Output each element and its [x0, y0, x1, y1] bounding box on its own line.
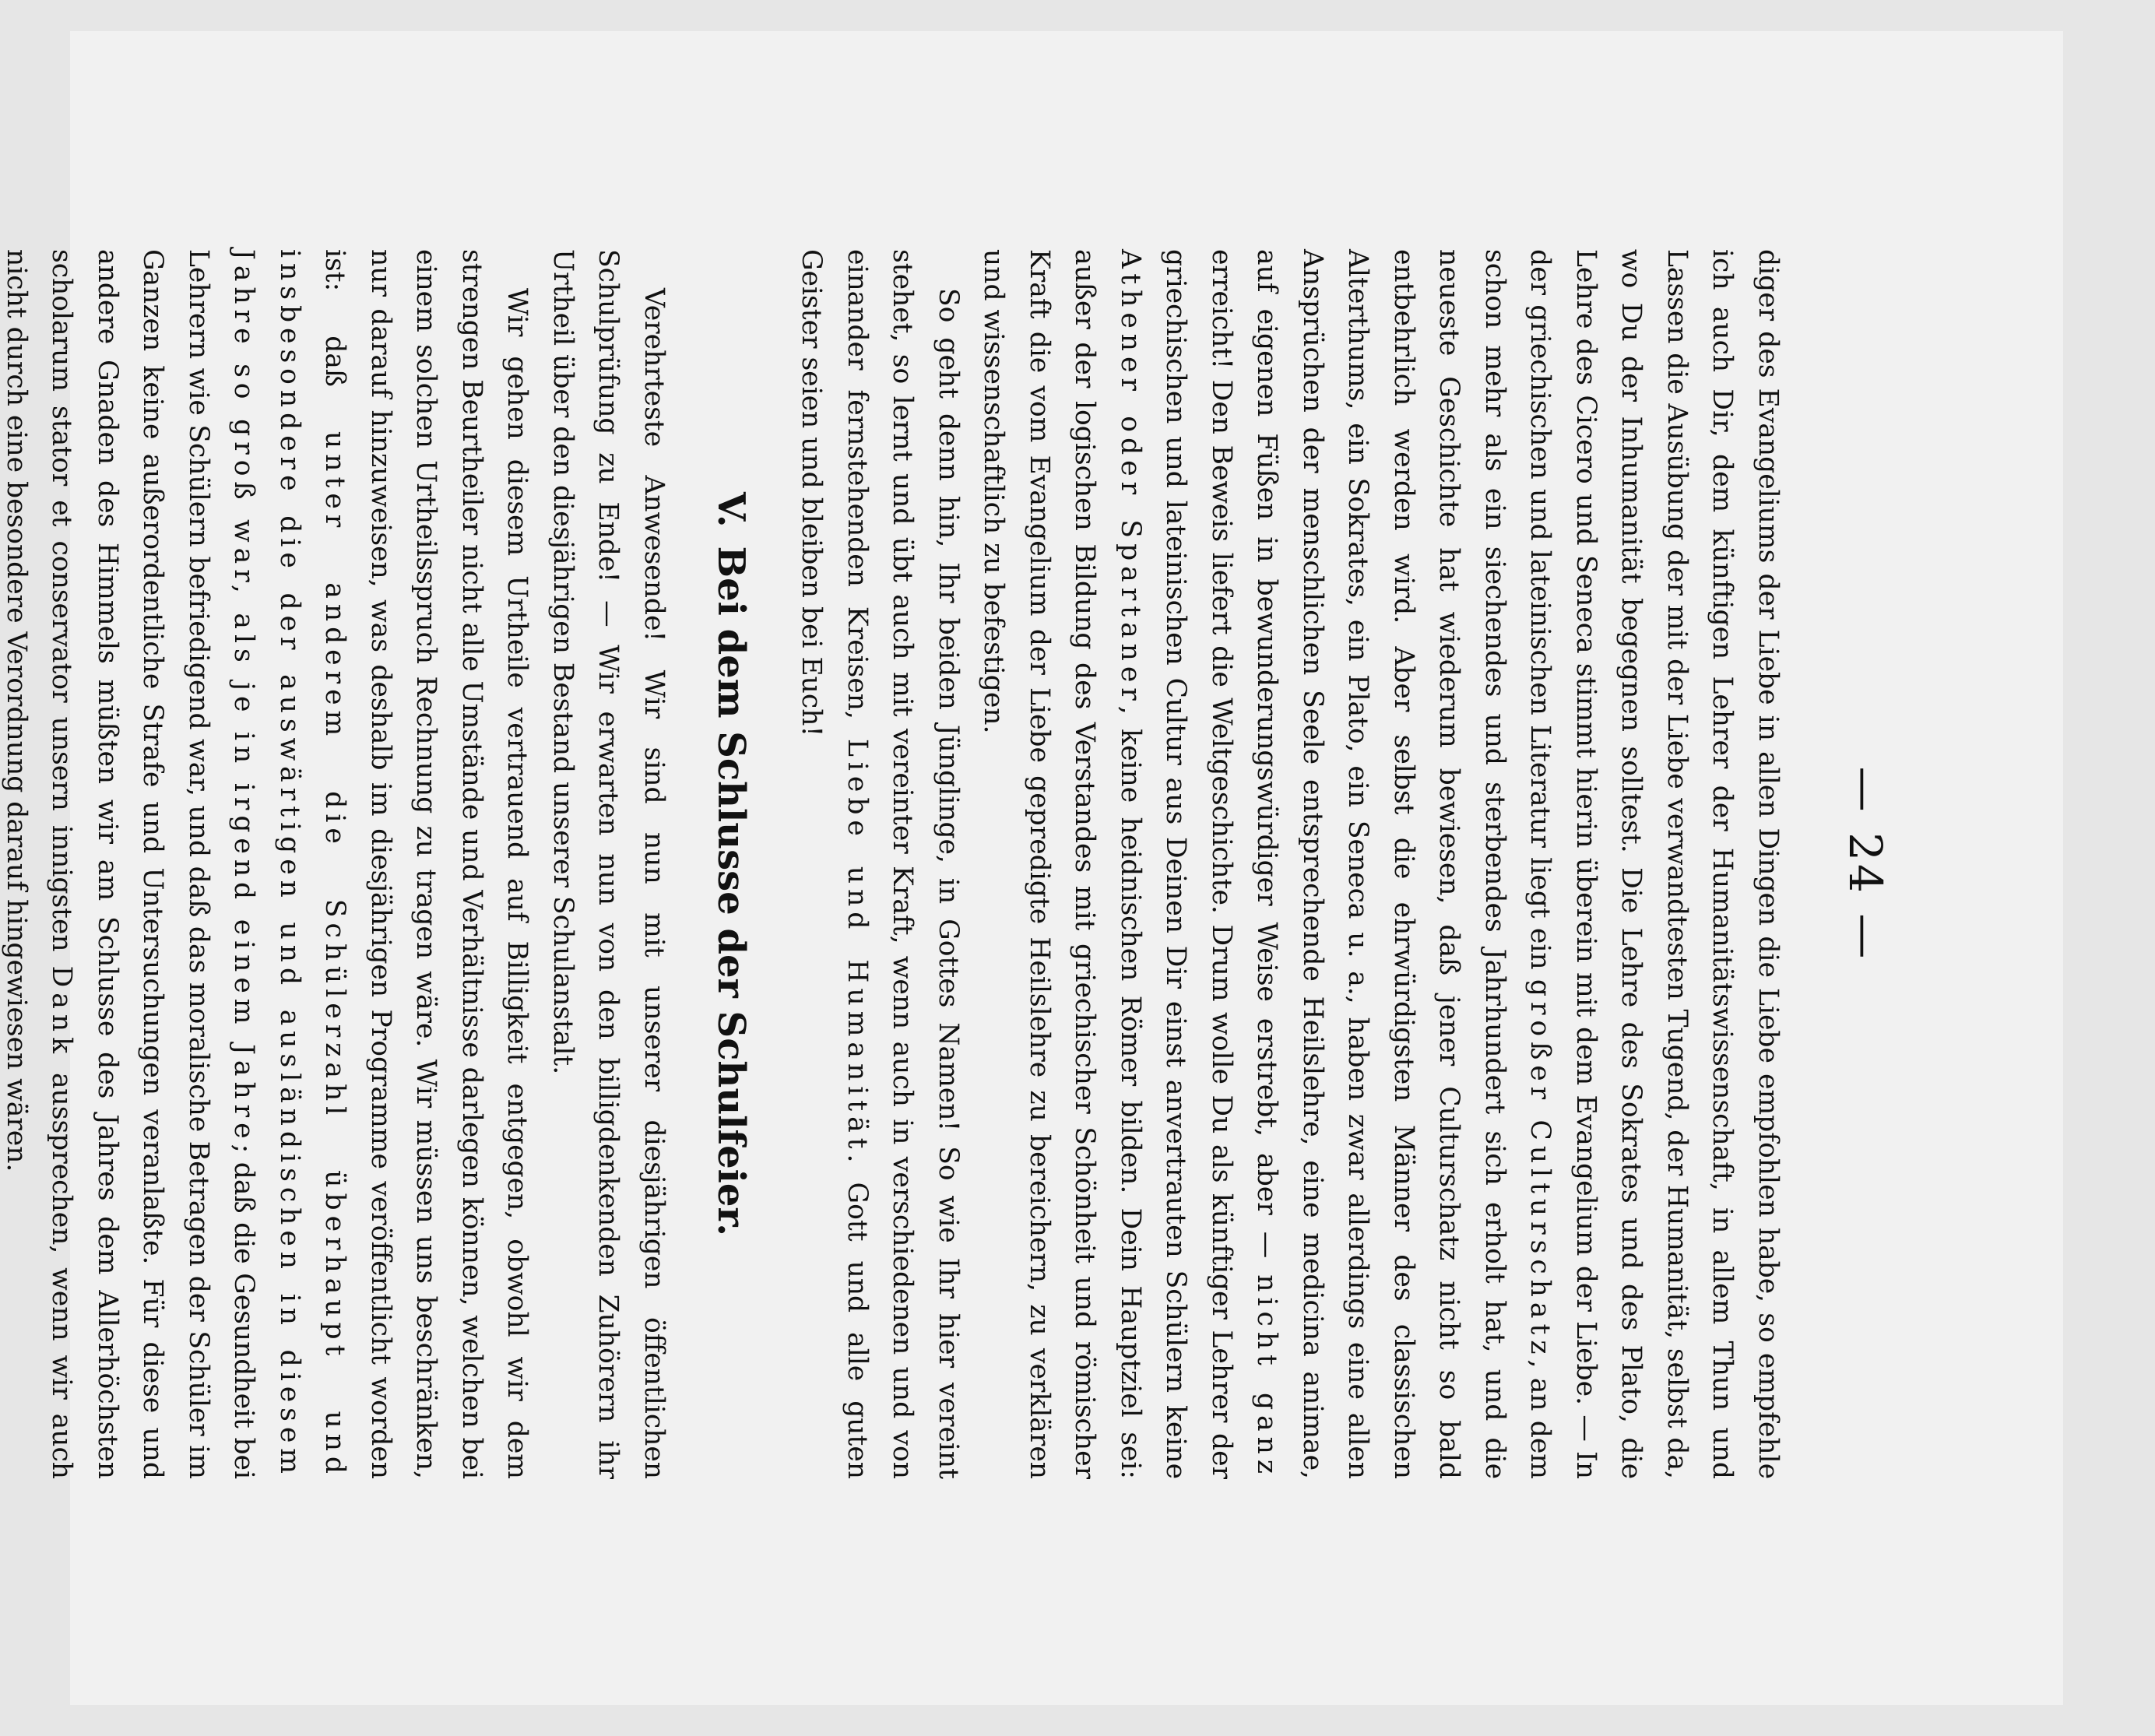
spaced-emphasis: großer Culturschatz — [1524, 979, 1556, 1360]
text-run: erreicht! Den Beweis liefert die Weltgeschichte. Drum wolle Du als künftiger Lehrer der griechischen und lateinischen Cultur aus Deinen Dir einst anvertrauten Schülern keine — [1160, 249, 1237, 1479]
section-heading — [708, 249, 754, 1479]
text-run: So geht denn hin, Ihr beiden Jünglinge, in Gottes Namen! So wie Ihr hier vereint stehet, so lernt und übt auch mit vereinter Kraft, wenn auch in verschiedenen und von einander fernstehenden Kreisen, — [842, 249, 964, 1479]
section-title: Bei dem Schlusse der Schulfeier. — [709, 546, 753, 1236]
text-run: ; daß die Gesundheit bei Lehrern wie Schülern befriedigend war, und daß das moralische Betragen der Schüler im Ganzen keine außerordentliche Strafe und Untersuchungen veranlaßte. Für diese und andere Gnaden des Himmels müßten wir am Schlusse des Jahres dem Allerhöchsten scholarum stator et conservator unsern innigsten — [46, 249, 260, 1480]
paragraph-closing-address: Verehrteste Anwesende! Wir sind nun mit unserer diesjährigen öffentlichen Schulprüfung zu Ende! — Wir erwarten nun von den billigdenkenden Zuhörern ihr Urtheil über den diesjährigen Bestand unserer Schulanstalt. — [547, 249, 670, 1479]
text-run: Wir gehen diesem Urtheile vertrauend auf Billigkeit entgegen, obwohl wir dem strengen Beurtheiler nicht alle Umstände und Verhältnisse darlegen können, welchen bei einem solchen Urtheilsspruch Rechnung zu tragen wäre. Wir müssen uns beschränken, nur darauf hinzuweisen, was deshalb im diesjährigen Programme veröffentlicht worden ist: daß — [319, 249, 533, 1479]
page-number: — 24 — — [1839, 766, 1892, 962]
spaced-emphasis: nicht ganz — [1251, 1274, 1283, 1479]
spaced-emphasis: Dank — [46, 965, 78, 1059]
text-run: aussprechen, wenn wir auch nicht durch eine besondere Verordnung darauf hingewiesen wären. — [1, 249, 78, 1479]
spaced-emphasis: unter anderem die Schülerzahl überhaupt und insbesondere die der auswärtigen und ausländischen in diesem Jahre so groß war, als je in irgend einem Jahre — [228, 249, 351, 1480]
text-run: diger des Evangeliums der Liebe in allen Dingen die Liebe empfohlen habe, so empfehle ich auch Dir, dem künftigen Lehrer der Humanitätswissenschaft, in allem Thun und Lassen die Ausübung der mit der Liebe verwandtesten Tugend, der Humanität, selbst da, wo Du der Inhumanität begegnen solltest. Die Lehre des Sokrates und des Plato, die Lehre des Cicero und Seneca stimmt hierin überein mit dem Evangelium der Liebe. — In der griechischen und lateinischen Literatur liegt ein — [1524, 249, 1784, 1479]
paragraph-blessing — [789, 249, 971, 1479]
text-run: . Gott und alle guten Geister seien und bleiben bei Euch! — [796, 249, 873, 1480]
section-number: V. — [709, 491, 753, 528]
page-body — [1, 249, 1791, 1480]
text-run: , an dem schon mehr als ein siechendes und sterbendes Jahrhundert sich erholt hat, und die neueste Geschichte hat wiederum bewiesen, daß jener Culturschatz nicht so bald entbehrlich werden wird. Aber selbst die ehrwürdigsten Männer des classischen Alterthums, ein Sokrates, ein Plato, ein Seneca u. a., haben zwar allerdings eine allen Ansprüchen der menschlichen Seele entsprechende Heilslehre, eine medicina animae, auf eigenen Füßen in bewunderungswürdiger Weise erstrebt, aber — — [1251, 249, 1556, 1480]
paragraph-judgement — [0, 249, 540, 1479]
text-run: , keine heidnischen Römer bilden. Dein Hauptziel sei: außer der logischen Bildung des Verstandes mit griechischer Schönheit und römischer Kraft die vom Evangelium der Liebe gepredigte Heilslehre zu bereichern, zu verklären und wissenschaftlich zu befestigen. — [978, 249, 1146, 1479]
spaced-emphasis: Athener oder Spartaner — [1115, 249, 1146, 706]
paragraph-humanitas — [971, 249, 1791, 1479]
spaced-emphasis: Liebe und Humanität — [842, 738, 873, 1154]
paper-sheet — [1, 31, 2063, 1705]
rotated-book-page — [1, 202, 1907, 1526]
